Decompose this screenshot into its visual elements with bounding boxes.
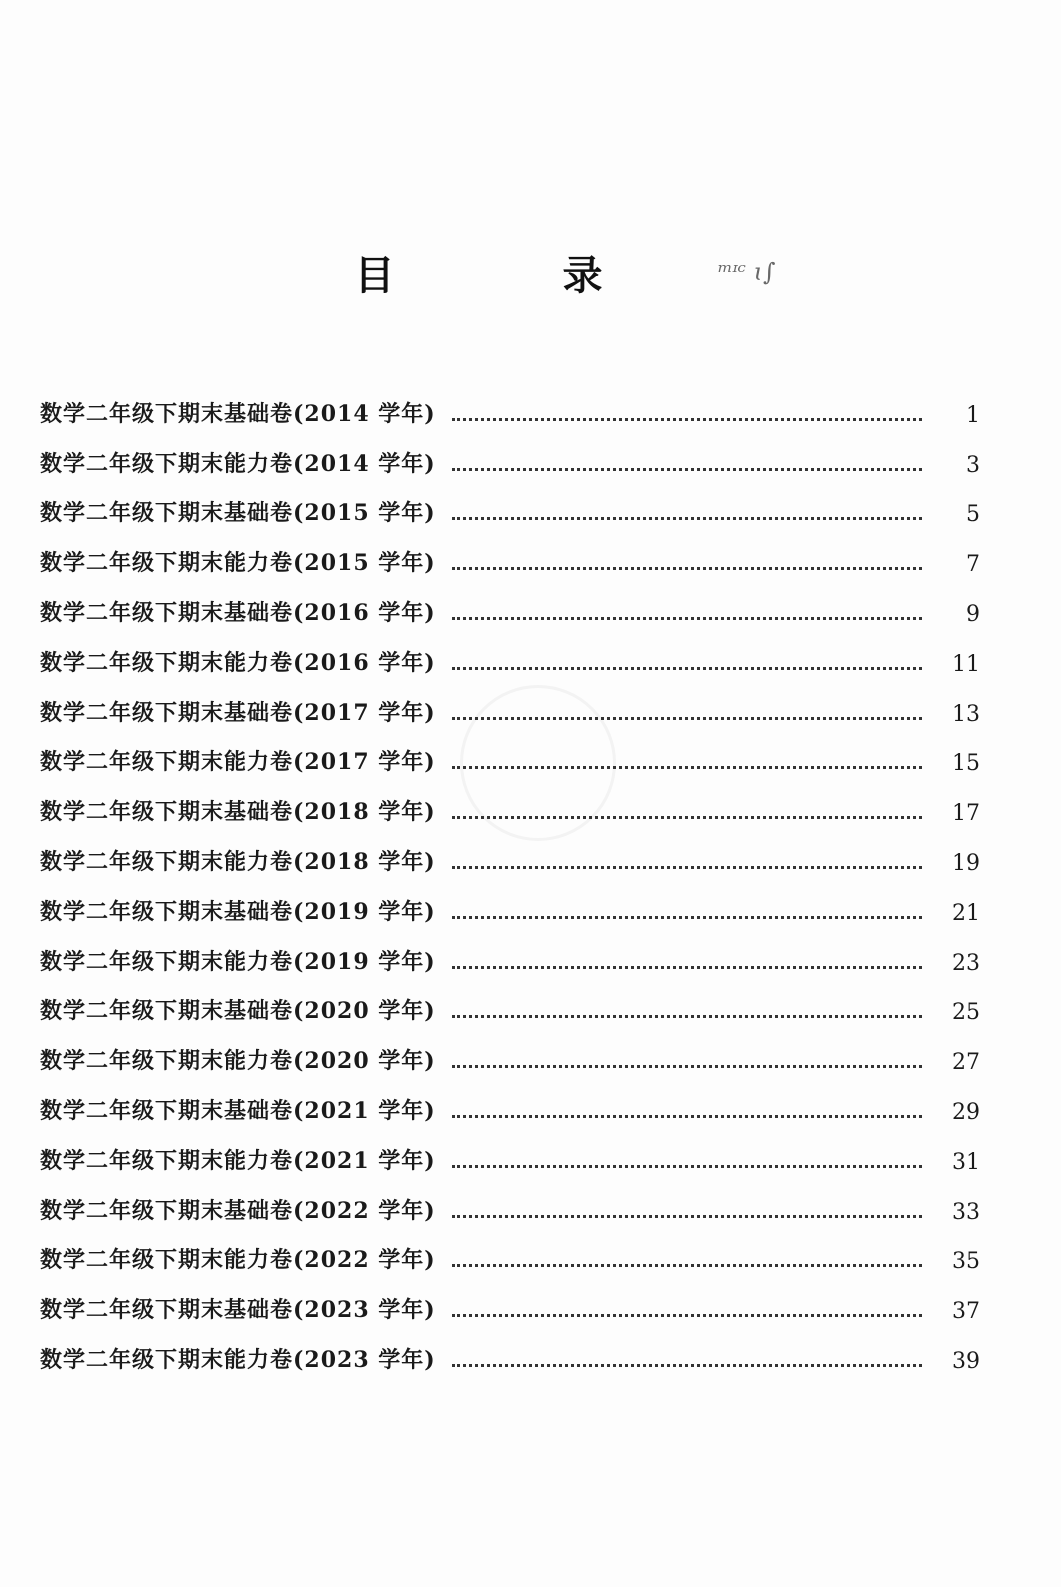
- dot-leader: [452, 966, 922, 969]
- toc-entry-title: 数学二年级下期末能力卷(2020 学年): [40, 1048, 436, 1075]
- dot-leader: [452, 866, 922, 869]
- dot-leader: [452, 1115, 922, 1118]
- dot-leader: [452, 1215, 922, 1218]
- toc-entry-page: 37: [952, 1299, 980, 1325]
- toc-entry-title: 数学二年级下期末能力卷(2023 学年): [40, 1346, 436, 1373]
- dot-leader: [452, 567, 922, 570]
- toc-entry[interactable]: [40, 1175, 980, 1225]
- page-title: 目 录: [354, 252, 667, 299]
- dot-leader: [452, 1015, 922, 1018]
- dot-leader: [452, 766, 922, 769]
- toc-entry-page: 17: [952, 801, 980, 827]
- toc-entry[interactable]: [40, 577, 980, 627]
- toc-entry-title: 数学二年级下期末能力卷(2022 学年): [40, 1247, 436, 1274]
- toc-entry-page: 29: [952, 1099, 980, 1125]
- toc-entry-title: 数学二年级下期末能力卷(2019 学年): [40, 948, 436, 975]
- toc-entry[interactable]: [40, 378, 980, 428]
- dot-leader: [452, 667, 922, 670]
- dot-leader: [452, 617, 922, 620]
- toc-entry[interactable]: [40, 826, 980, 876]
- dot-leader: [452, 517, 922, 520]
- toc-entry-page: 35: [952, 1249, 980, 1275]
- dot-leader: [452, 916, 922, 919]
- toc-entry-title: 数学二年级下期末基础卷(2021 学年): [40, 1097, 436, 1124]
- toc-entry-title: 数学二年级下期末基础卷(2018 学年): [40, 799, 436, 826]
- toc-entry-page: 3: [966, 452, 980, 478]
- toc-entry[interactable]: [40, 976, 980, 1026]
- toc-entry[interactable]: [40, 1274, 980, 1324]
- toc-entry-page: 19: [952, 850, 980, 876]
- toc-entry[interactable]: [40, 428, 980, 478]
- toc-entry[interactable]: [40, 776, 980, 826]
- handwritten-mark: ᵐᶦᶜ ɩ∫: [718, 258, 776, 286]
- toc-entry-page: 21: [952, 900, 980, 926]
- toc-entry-page: 31: [952, 1149, 980, 1175]
- dot-leader: [452, 1314, 922, 1317]
- toc-entry[interactable]: [40, 1225, 980, 1275]
- dot-leader: [452, 816, 922, 819]
- toc-entry[interactable]: [40, 926, 980, 976]
- toc-entry-title: 数学二年级下期末基础卷(2016 学年): [40, 599, 436, 626]
- toc-entry[interactable]: [40, 727, 980, 777]
- dot-leader: [452, 1264, 922, 1267]
- toc-entry-page: 23: [952, 950, 980, 976]
- toc-entry-title: 数学二年级下期末能力卷(2018 学年): [40, 848, 436, 875]
- toc-entry-title: 数学二年级下期末基础卷(2014 学年): [40, 400, 436, 427]
- toc-entry[interactable]: [40, 527, 980, 577]
- toc-entry-title: 数学二年级下期末能力卷(2021 学年): [40, 1147, 436, 1174]
- toc-entry-page: 39: [952, 1348, 980, 1374]
- toc-entry-title: 数学二年级下期末基础卷(2015 学年): [40, 500, 436, 527]
- dot-leader: [452, 1065, 922, 1068]
- toc-entry-page: 9: [966, 601, 980, 627]
- toc-entry[interactable]: [40, 876, 980, 926]
- dot-leader: [452, 418, 922, 421]
- toc-entry-title: 数学二年级下期末基础卷(2020 学年): [40, 998, 436, 1025]
- toc-entry[interactable]: [40, 1075, 980, 1125]
- toc-entry-title: 数学二年级下期末能力卷(2014 学年): [40, 450, 436, 477]
- toc-entry-title: 数学二年级下期末能力卷(2016 学年): [40, 649, 436, 676]
- toc-entry[interactable]: [40, 1025, 980, 1075]
- toc-entry-title: 数学二年级下期末能力卷(2015 学年): [40, 550, 436, 577]
- dot-leader: [452, 468, 922, 471]
- toc-entry-page: 1: [966, 402, 980, 428]
- toc-entry-page: 27: [952, 1050, 980, 1076]
- toc-entry-page: 33: [952, 1199, 980, 1225]
- toc-entry-page: 7: [966, 552, 980, 578]
- toc-entry-page: 25: [952, 1000, 980, 1026]
- toc-entry[interactable]: [40, 1324, 980, 1374]
- toc-entry[interactable]: [40, 627, 980, 677]
- table-of-contents: [40, 378, 980, 1374]
- toc-entry-title: 数学二年级下期末能力卷(2017 学年): [40, 749, 436, 776]
- toc-entry-title: 数学二年级下期末基础卷(2017 学年): [40, 699, 436, 726]
- toc-entry-title: 数学二年级下期末基础卷(2023 学年): [40, 1297, 436, 1324]
- toc-entry-page: 5: [966, 502, 980, 528]
- toc-entry-title: 数学二年级下期末基础卷(2022 学年): [40, 1197, 436, 1224]
- dot-leader: [452, 717, 922, 720]
- toc-entry[interactable]: [40, 677, 980, 727]
- dot-leader: [452, 1165, 922, 1168]
- toc-entry-title: 数学二年级下期末基础卷(2019 学年): [40, 898, 436, 925]
- toc-entry-page: 13: [952, 701, 980, 727]
- toc-entry-page: 11: [952, 651, 980, 677]
- toc-entry[interactable]: [40, 1125, 980, 1175]
- toc-entry-page: 15: [952, 751, 980, 777]
- toc-entry[interactable]: [40, 478, 980, 528]
- dot-leader: [452, 1364, 922, 1367]
